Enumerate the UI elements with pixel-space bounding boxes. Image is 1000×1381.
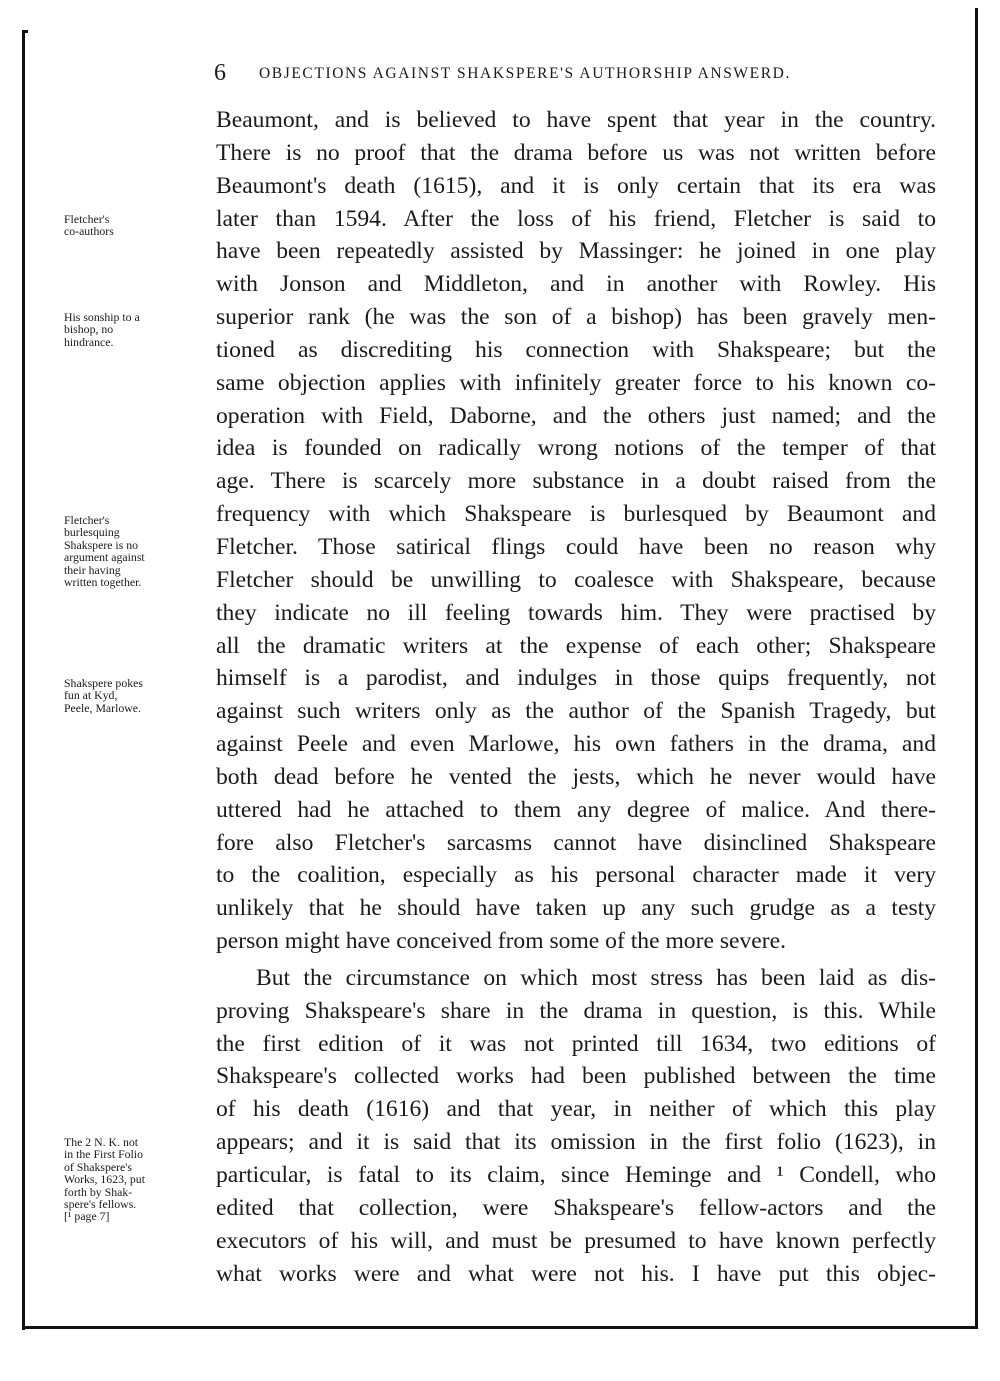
text-line: the first edition of it was not printed till 1634, two editions of bbox=[216, 1030, 936, 1057]
sidenote-line: Works, 1623, put bbox=[64, 1172, 145, 1187]
text-line: same objection applies with infinitely greater force to his known co- bbox=[216, 369, 936, 396]
sidenote-line: of Shakspere's bbox=[64, 1159, 132, 1174]
sidenote-line: bishop, no bbox=[64, 322, 114, 337]
sidenote-line: in the First Folio bbox=[64, 1147, 143, 1162]
sidenote-line: hindrance. bbox=[64, 334, 114, 349]
text-line: There is no proof that the drama before us was not written before bbox=[216, 139, 936, 166]
text-line: particular, is fatal to its claim, since Heminge and ¹ Condell, who bbox=[216, 1162, 936, 1188]
text-line: tioned as discrediting his connection with Shakspeare; but the bbox=[216, 336, 936, 363]
text-line: idea is founded on radically wrong notions of the temper of that bbox=[216, 435, 936, 462]
text-line: both dead before he vented the jests, which he never would have bbox=[216, 763, 936, 790]
sidenote-line: Fletcher's bbox=[64, 513, 110, 527]
sidenote-line: Fletcher's bbox=[64, 212, 110, 226]
text-line: have been repeatedly assisted by Massinger: he joined in one play bbox=[216, 238, 936, 265]
page-border-top-tick bbox=[22, 30, 28, 33]
sidenote-line: Shakspere is no bbox=[64, 537, 139, 552]
sidenote-pokes-fun bbox=[64, 677, 214, 714]
sidenote-line: His sonship to a bbox=[64, 310, 140, 324]
text-line: Fletcher. Those satirical flings could have been no reason why bbox=[216, 533, 936, 560]
text-line: Fletcher should be unwilling to coalesce with Shakspeare, because bbox=[216, 566, 936, 593]
page-border-right bbox=[975, 8, 978, 1326]
sidenote-burlesquing bbox=[64, 514, 214, 588]
sidenote-line: argument against bbox=[64, 550, 145, 565]
sidenote-line: their having bbox=[64, 562, 121, 577]
sidenote-line: fun at Kyd, bbox=[64, 688, 118, 703]
body-text bbox=[216, 104, 936, 1290]
sidenote-line: spere's fellows. bbox=[64, 1197, 137, 1212]
paragraph-2 bbox=[216, 962, 936, 1290]
text-line: appears; and it is said that its omission in the first folio (1623), in bbox=[216, 1129, 936, 1156]
text-line: Shakspeare's collected works had been published between the time bbox=[216, 1063, 936, 1090]
text-line: later than 1594. After the loss of his friend, Fletcher is said to bbox=[216, 205, 936, 232]
sidenote-line: co-authors bbox=[64, 224, 114, 239]
text-line: against Peele and even Marlowe, his own fathers in the drama, and bbox=[216, 731, 936, 758]
text-line: edited that collection, were Shakspeare's fellow-actors and the bbox=[216, 1194, 936, 1221]
running-header bbox=[214, 58, 914, 88]
page-border-bottom bbox=[22, 1326, 978, 1329]
text-line: with Jonson and Middleton, and in another with Rowley. His bbox=[216, 271, 936, 298]
text-line: Beaumont, and is believed to have spent that year in the country. bbox=[216, 107, 936, 133]
text-line: age. There is scarcely more substance in a doubt raised from the bbox=[216, 468, 936, 495]
sidenote-line: written together. bbox=[64, 575, 142, 590]
text-line: executors of his will, and must be presumed to have known perfectly bbox=[216, 1227, 936, 1254]
page-number: 6 bbox=[214, 60, 226, 86]
text-line: superior rank (he was the son of a bishop) has been gravely men- bbox=[216, 304, 936, 331]
sidenote-line: Shakspere pokes bbox=[64, 676, 143, 690]
text-line: uttered had he attached to them any degree of malice. And there- bbox=[216, 796, 936, 823]
sidenote-line: Peele, Marlowe. bbox=[64, 700, 141, 715]
sidenote-line: forth by Shak- bbox=[64, 1184, 133, 1199]
sidenote-line: [¹ page 7] bbox=[64, 1209, 110, 1224]
text-line: they indicate no ill feeling towards him. They were practised by bbox=[216, 599, 936, 626]
sidenote-sonship bbox=[64, 311, 214, 348]
text-line: proving Shakspeare's share in the drama in question, is this. While bbox=[216, 997, 936, 1024]
text-line: against such writers only as the author of the Spanish Tragedy, but bbox=[216, 698, 936, 725]
text-line: frequency with which Shakspeare is burlesqued by Beaumont and bbox=[216, 501, 936, 528]
text-line: himself is a parodist, and indulges in those quips frequently, not bbox=[216, 665, 936, 692]
text-line: operation with Field, Daborne, and the others just named; and the bbox=[216, 402, 936, 429]
paragraph-1 bbox=[216, 104, 936, 958]
sidenote-line: burlesquing bbox=[64, 525, 120, 540]
text-line: to the coalition, especially as his personal character made it very bbox=[216, 862, 936, 889]
text-line: all the dramatic writers at the expense of each other; Shakspeare bbox=[216, 632, 936, 659]
text-line: unlikely that he should have taken up any such grudge as a testy bbox=[216, 895, 936, 922]
text-line: Beaumont's death (1615), and it is only certain that its era was bbox=[216, 172, 936, 199]
text-line: of his death (1616) and that year, in neither of which this play bbox=[216, 1096, 936, 1123]
sidenote-first-folio bbox=[64, 1136, 214, 1223]
sidenote-line: The 2 N. K. not bbox=[64, 1135, 139, 1149]
text-line: But the circumstance on which most stress has been laid as dis- bbox=[256, 964, 936, 991]
page-border-left bbox=[22, 30, 25, 1330]
running-title: OBJECTIONS AGAINST SHAKSPERE'S AUTHORSHIP ANSWERD. bbox=[259, 65, 791, 82]
sidenote-fletchers-coauthors bbox=[64, 213, 214, 238]
text-line: fore also Fletcher's sarcasms cannot have disinclined Shakspeare bbox=[216, 829, 936, 856]
text-line: what works were and what were not his. I have put this objec- bbox=[216, 1260, 936, 1287]
text-line: person might have conceived from some of the more severe. bbox=[216, 928, 786, 955]
